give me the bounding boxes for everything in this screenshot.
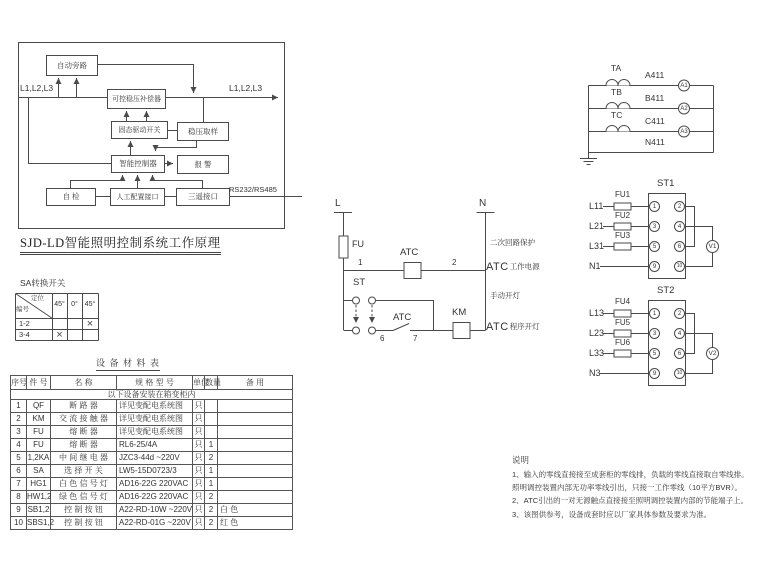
equipment-cell: 1 xyxy=(205,465,218,478)
equipment-cell xyxy=(218,491,293,504)
note-line-3: 3、该图供参考，设备成套时应以厂家具体参数及要求为准。 xyxy=(512,510,712,519)
block-compensator: 可控稳压补偿器 xyxy=(107,89,166,109)
equipment-cell xyxy=(218,426,293,439)
st2-terminal: 2 xyxy=(677,310,682,317)
equipment-cell: 断 路 器 xyxy=(51,400,117,413)
st1-terminal: 3 xyxy=(652,223,657,230)
equipment-cell: 红 色 xyxy=(218,517,293,530)
st1-fuse-fu1: FU1 xyxy=(615,190,631,199)
note-line-1: 1、输入的零线直接接至成套柜的零线排，负载的零线直接取自零线排。 xyxy=(512,470,749,479)
node-2-label: 2 xyxy=(452,258,457,267)
equipment-table-title: 设 备 材 料 表 xyxy=(96,356,160,371)
equipment-cell: SB1,2 xyxy=(27,504,51,517)
block-solid-state-switch: 固态驱动开关 xyxy=(111,121,168,139)
equipment-cell xyxy=(218,439,293,452)
ammeter-a2-label: A2 xyxy=(680,105,688,112)
equipment-row xyxy=(11,426,293,439)
equipment-cell: FU xyxy=(27,439,51,452)
sa-mark: × xyxy=(86,317,94,330)
equipment-table xyxy=(10,375,293,530)
eq-header-part: 件 号 xyxy=(27,376,51,390)
equipment-cell: 8 xyxy=(11,491,27,504)
equipment-cell xyxy=(218,465,293,478)
sa-row-label: 3-4 xyxy=(19,329,30,339)
voltmeter-v1-label: V1 xyxy=(708,242,717,250)
sa-col-header: 45° xyxy=(84,301,96,308)
st2-title: ST2 xyxy=(657,285,675,296)
equipment-cell xyxy=(205,400,218,413)
equipment-cell xyxy=(218,400,293,413)
equipment-cell: HW1,2 xyxy=(27,491,51,504)
sa-col-header: 0° xyxy=(71,301,78,308)
equipment-row xyxy=(11,491,293,504)
km-coil-label: KM xyxy=(452,307,467,318)
ammeter-a3-label: A3 xyxy=(680,128,688,135)
st2-terminal: 4 xyxy=(677,330,682,337)
equipment-cell: 10 xyxy=(11,517,27,530)
node-6-label: 6 xyxy=(380,334,385,343)
equipment-group-cell: 以下设备安装在箱变柜内 xyxy=(11,390,293,400)
eq-header-name: 名 称 xyxy=(51,376,117,390)
equipment-cell: 控 制 按 钮 xyxy=(51,504,117,517)
ct-ta-label: TA xyxy=(611,63,622,73)
st2-input-n3: N3 xyxy=(589,368,601,378)
sa-mark: × xyxy=(56,328,63,341)
phase-label-right: L1,L2,L3 xyxy=(229,83,263,93)
st2-terminal: 5 xyxy=(652,350,657,357)
control-circuit-lines xyxy=(334,213,495,339)
st1-input-l11: L11 xyxy=(589,201,604,211)
equipment-cell: 交 流 接 触 器 xyxy=(51,413,117,426)
equipment-cell: 详见变配电系统图 xyxy=(117,426,193,439)
equipment-cell xyxy=(205,413,218,426)
line-n-label: N xyxy=(479,198,487,209)
st2-terminal: 10 xyxy=(676,369,683,376)
voltmeter-v2-label: V2 xyxy=(708,349,717,357)
st2-terminal: 1 xyxy=(652,310,657,317)
note-line-1b: 照明调控装置内部无功率零线引出，只接一工作零线（10平方BVR）。 xyxy=(512,483,743,492)
equipment-table-rows xyxy=(11,390,293,530)
block-manual-config: 人工配置接口 xyxy=(110,188,165,206)
circuit-annotation-manual xyxy=(489,292,520,301)
st2-input-l33: L33 xyxy=(589,348,605,358)
equipment-row xyxy=(11,465,293,478)
block-self-check: 自 检 xyxy=(46,188,96,206)
st1-input-l21: L21 xyxy=(589,221,605,231)
ct-tb-label: TB xyxy=(611,87,622,97)
atc-coil-label: ATC xyxy=(400,247,419,258)
equipment-cell: 绿 色 信 号 灯 xyxy=(51,491,117,504)
st1-terminal: 5 xyxy=(652,243,657,250)
equipment-cell: 只 xyxy=(193,504,205,517)
st1-terminal: 2 xyxy=(677,203,682,210)
st-switch-label: ST xyxy=(353,277,366,288)
equipment-cell: 2 xyxy=(205,491,218,504)
block-auto-bypass: 自动旁路 xyxy=(46,55,98,76)
atc-contact-label: ATC xyxy=(393,312,412,323)
sa-corner-bottom: 编号 xyxy=(16,306,29,313)
st2-terminal: 3 xyxy=(652,330,657,337)
equipment-cell: QF xyxy=(27,400,51,413)
wire-n411-label: N411 xyxy=(645,137,665,147)
equipment-cell xyxy=(218,452,293,465)
equipment-row xyxy=(11,504,293,517)
st2-fuse-fu5: FU5 xyxy=(615,318,631,327)
equipment-cell: 选 择 开 关 xyxy=(51,465,117,478)
equipment-cell: 2 xyxy=(205,517,218,530)
equipment-cell: SBS1,2 xyxy=(27,517,51,530)
notes-title: 说明 xyxy=(512,455,530,465)
equipment-group-row xyxy=(11,390,293,400)
st2-terminal: 9 xyxy=(652,370,657,377)
note-line-2: 2、ATC引出的一对无源触点直接接至照明调控装置内部的节能端子上。 xyxy=(512,496,749,505)
equipment-cell: 熔 断 器 xyxy=(51,439,117,452)
circuit-annotation-atc-power xyxy=(486,261,540,274)
equipment-cell: 只 xyxy=(193,452,205,465)
annotation-text: 程序开灯 xyxy=(509,322,540,331)
equipment-cell: 白 色 xyxy=(218,504,293,517)
fuse-fu-label: FU xyxy=(352,239,364,249)
equipment-cell: 5 xyxy=(11,452,27,465)
annotation-text: 工作电源 xyxy=(509,262,540,271)
line-l-label: L xyxy=(335,198,341,209)
equipment-cell: KM xyxy=(27,413,51,426)
equipment-cell: 1 xyxy=(205,439,218,452)
annotation-prefix: ATC xyxy=(486,321,509,333)
wire-a411-label: A411 xyxy=(645,70,665,80)
equipment-cell: 只 xyxy=(193,400,205,413)
st2-terminal: 6 xyxy=(677,350,682,357)
equipment-cell: HG1 xyxy=(27,478,51,491)
st1-input-n1: N1 xyxy=(589,261,601,271)
equipment-row xyxy=(11,400,293,413)
equipment-row xyxy=(11,452,293,465)
equipment-cell: JZC3-44d ~220V xyxy=(117,452,193,465)
st2-input-l23: L23 xyxy=(589,328,605,338)
equipment-cell: A22-RD-10W ~220V xyxy=(117,504,193,517)
st1-terminal: 9 xyxy=(652,263,657,270)
equipment-row xyxy=(11,413,293,426)
eq-header-qty: 数量 xyxy=(205,376,218,390)
circuit-annotation-protection xyxy=(489,239,535,248)
equipment-cell: 中 间 继 电 器 xyxy=(51,452,117,465)
block-controller: 智能控制器 xyxy=(111,155,165,173)
equipment-cell: FU xyxy=(27,426,51,439)
block-voltage-sampling: 稳压取样 xyxy=(177,122,229,141)
equipment-cell: 熔 断 器 xyxy=(51,426,117,439)
equipment-row xyxy=(11,517,293,530)
equipment-cell: 只 xyxy=(193,413,205,426)
eq-header-no: 序号 xyxy=(11,376,27,390)
eq-header-remark: 备 用 xyxy=(218,376,293,390)
principle-title: SJD-LD智能照明控制系统工作原理 xyxy=(20,233,221,255)
equipment-row xyxy=(11,439,293,452)
st2-fuse-fu4: FU4 xyxy=(615,297,631,306)
phase-label-left: L1,L2,L3 xyxy=(20,83,54,93)
annotation-prefix: ATC xyxy=(486,261,509,273)
equipment-cell: 白 色 信 号 灯 xyxy=(51,478,117,491)
sa-row-label: 1-2 xyxy=(19,318,30,328)
equipment-cell: 详见变配电系统图 xyxy=(117,413,193,426)
equipment-cell: 只 xyxy=(193,517,205,530)
equipment-cell: 2 xyxy=(205,452,218,465)
equipment-cell: 6 xyxy=(11,465,27,478)
equipment-cell: 2 xyxy=(11,413,27,426)
equipment-cell: RL6-25/4A xyxy=(117,439,193,452)
ct-tc-label: TC xyxy=(611,110,623,120)
equipment-cell: 4 xyxy=(11,439,27,452)
block-remote-interface: 三遥接口 xyxy=(176,188,230,206)
st2-input-l13: L13 xyxy=(589,308,605,318)
equipment-cell xyxy=(205,426,218,439)
equipment-cell: 控 制 按 钮 xyxy=(51,517,117,530)
st1-terminal: 1 xyxy=(652,203,657,210)
st1-terminal: 6 xyxy=(677,243,682,250)
wire-c411-label: C411 xyxy=(645,116,665,126)
sa-table-title: SA转换开关 xyxy=(20,278,66,288)
equipment-cell: 2 xyxy=(205,504,218,517)
equipment-cell: 1,2KA xyxy=(27,452,51,465)
annotation-text: 手动开灯 xyxy=(490,291,520,300)
ammeter-a1-label: A1 xyxy=(680,82,688,89)
rs232-rs485-label: RS232/RS485 xyxy=(229,185,277,194)
st1-title: ST1 xyxy=(657,178,675,189)
equipment-cell: SA xyxy=(27,465,51,478)
equipment-cell: 1 xyxy=(205,478,218,491)
equipment-cell: 只 xyxy=(193,426,205,439)
equipment-cell: 只 xyxy=(193,439,205,452)
equipment-cell: 3 xyxy=(11,426,27,439)
equipment-cell: 7 xyxy=(11,478,27,491)
st1-terminal: 4 xyxy=(677,223,682,230)
equipment-cell: 详见变配电系统图 xyxy=(117,400,193,413)
equipment-cell: 只 xyxy=(193,478,205,491)
equipment-header-row xyxy=(11,376,293,390)
equipment-cell: AD16-22G 220VAC xyxy=(117,478,193,491)
st1-fuse-fu2: FU2 xyxy=(615,211,631,220)
sa-corner-top: 定位 xyxy=(31,295,44,302)
node-1-label: 1 xyxy=(358,258,363,267)
annotation-text: 二次回路保护 xyxy=(490,238,535,247)
equipment-cell: LW5-15D0723/3 xyxy=(117,465,193,478)
circuit-annotation-atc-program xyxy=(486,321,540,334)
equipment-cell: 只 xyxy=(193,491,205,504)
st2-fuse-fu6: FU6 xyxy=(615,338,631,347)
equipment-cell: 1 xyxy=(11,400,27,413)
block-alarm: 报 警 xyxy=(177,155,229,174)
equipment-cell: A22-RD-01G ~220V xyxy=(117,517,193,530)
st1-fuse-fu3: FU3 xyxy=(615,231,631,240)
wire-b411-label: B411 xyxy=(645,93,665,103)
equipment-cell xyxy=(218,413,293,426)
equipment-cell: AD16-22G 220VAC xyxy=(117,491,193,504)
equipment-cell: 只 xyxy=(193,465,205,478)
st1-terminal: 10 xyxy=(676,262,683,269)
sa-col-header: 45° xyxy=(54,301,65,308)
eq-header-unit: 单位 xyxy=(193,376,205,390)
equipment-cell xyxy=(218,478,293,491)
equipment-cell: 9 xyxy=(11,504,27,517)
equipment-row xyxy=(11,478,293,491)
node-7-label: 7 xyxy=(413,334,418,343)
st1-input-l31: L31 xyxy=(589,241,605,251)
eq-header-spec: 规 格 型 号 xyxy=(117,376,193,390)
